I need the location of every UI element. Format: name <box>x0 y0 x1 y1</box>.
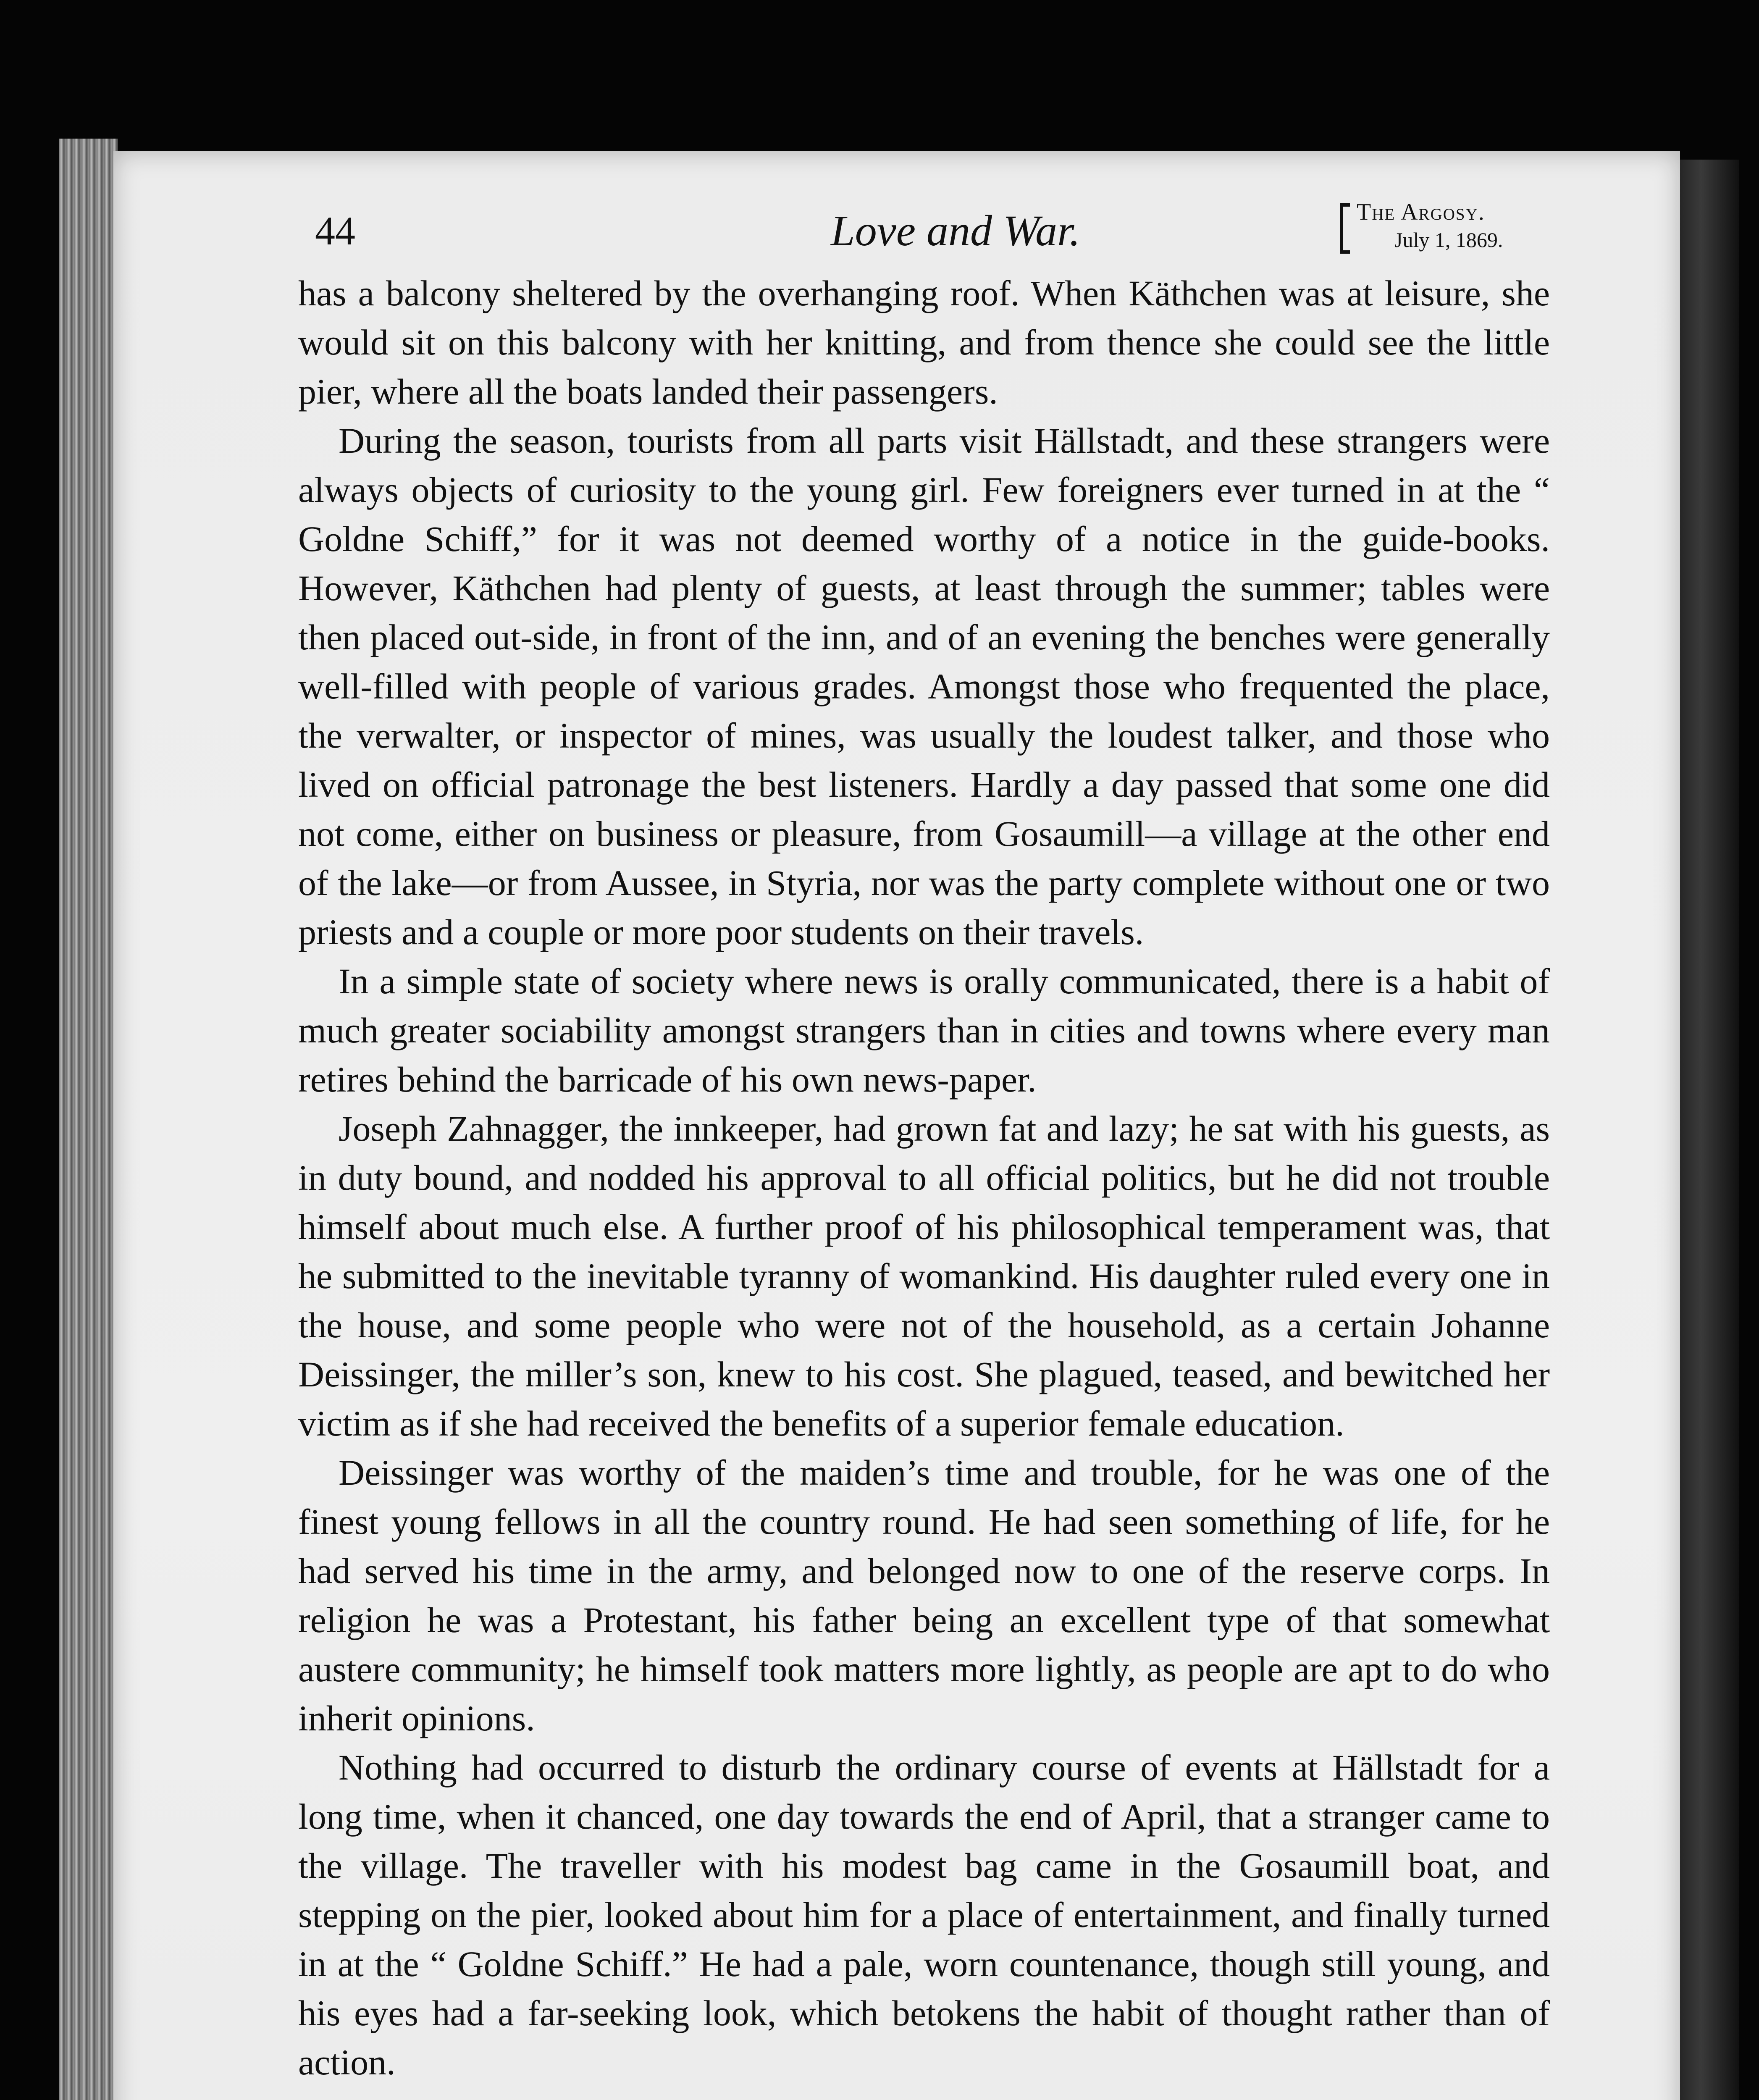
paragraph: In a simple state of society where news is orally communicated, there is a habit of much greater sociability amongst strangers than in cities and towns where every man retires behind the barricade of his own news-paper. <box>298 961 1550 1100</box>
paragraph: Deissinger was worthy of the maiden’s time and trouble, for he was one of the finest young fellows in all the country round. He had seen something of life, for he had served his time in the army, and belonged now to one of the reserve corps. In religion he was a Protestant, his father being an excellent type of that somewhat austere community; he himself took matters more lightly, as people are apt to do who inherit opinions. <box>298 1452 1550 1738</box>
running-title: Love and War. <box>830 207 1081 255</box>
paragraph: has a balcony sheltered by the overhanging roof. When Käthchen was at leisure, she would sit on this balcony with her knitting, and from thence she could see the little pier, where all the boats landed their passengers. <box>298 273 1550 412</box>
paragraph: During the season, tourists from all parts visit Hällstadt, and these strangers were always objects of curiosity to the young girl. Few foreigners ever turned in at the “ Goldne Schiff,” for it was not deemed worthy of a notice in the guide-books. However, Käthchen had plenty of guests, at least through the summer; tables were then placed out-side, in front of the inn, and of an evening the benches were generally well-filled with people of various grades. Amongst those who frequented the place, the verwalter, or inspector of mines, was usually the loudest talker, and those who lived on official patronage the best listeners. Hardly a day passed that some one did not come, either on business or pleasure, from Gosaumill—a village at the other end of the lake—or from Aussee, in Styria, nor was the party complete without one or two priests and a couple or more poor students on their travels. <box>298 420 1550 952</box>
book-page-edges-left <box>59 139 118 2100</box>
paragraph: Joseph Zahnagger, the innkeeper, had grown fat and lazy; he sat with his guests, as in duty bound, and nodded his approval to all official politics, but he did not trouble himself about much else. A further proof of his philosophical temperament was, that he submitted to the inevitable tyranny of womankind. His daughter ruled every one in the house, and some people who were not of the household, as a certain Johanne Deissinger, the miller’s son, knew to his cost. She plagued, teased, and bewitched her victim as if she had received the benefits of a superior female education. <box>298 1108 1550 1444</box>
book-page-edges-right <box>1676 160 1739 2100</box>
bracket-mark <box>1340 203 1350 254</box>
journal-citation <box>1340 197 1558 265</box>
page-number: 44 <box>315 208 355 253</box>
paragraph: Nothing had occurred to disturb the ordinary course of events at Hällstadt for a long time, when it chanced, one day towards the end of April, that a stranger came to the village. The traveller with his modest bag came in the Gosaumill boat, and stepping on the pier, looked about him for a place of entertainment, and finally turned in at the “ Goldne Schiff.” He had a pale, worn countenance, though still young, and his eyes had a far-seeking look, which betokens the habit of thought rather than of action. <box>298 1747 1550 2082</box>
journal-name: The Argosy. <box>1357 199 1485 225</box>
journal-date: July 1, 1869. <box>1394 228 1503 252</box>
body-text <box>298 269 1550 2100</box>
